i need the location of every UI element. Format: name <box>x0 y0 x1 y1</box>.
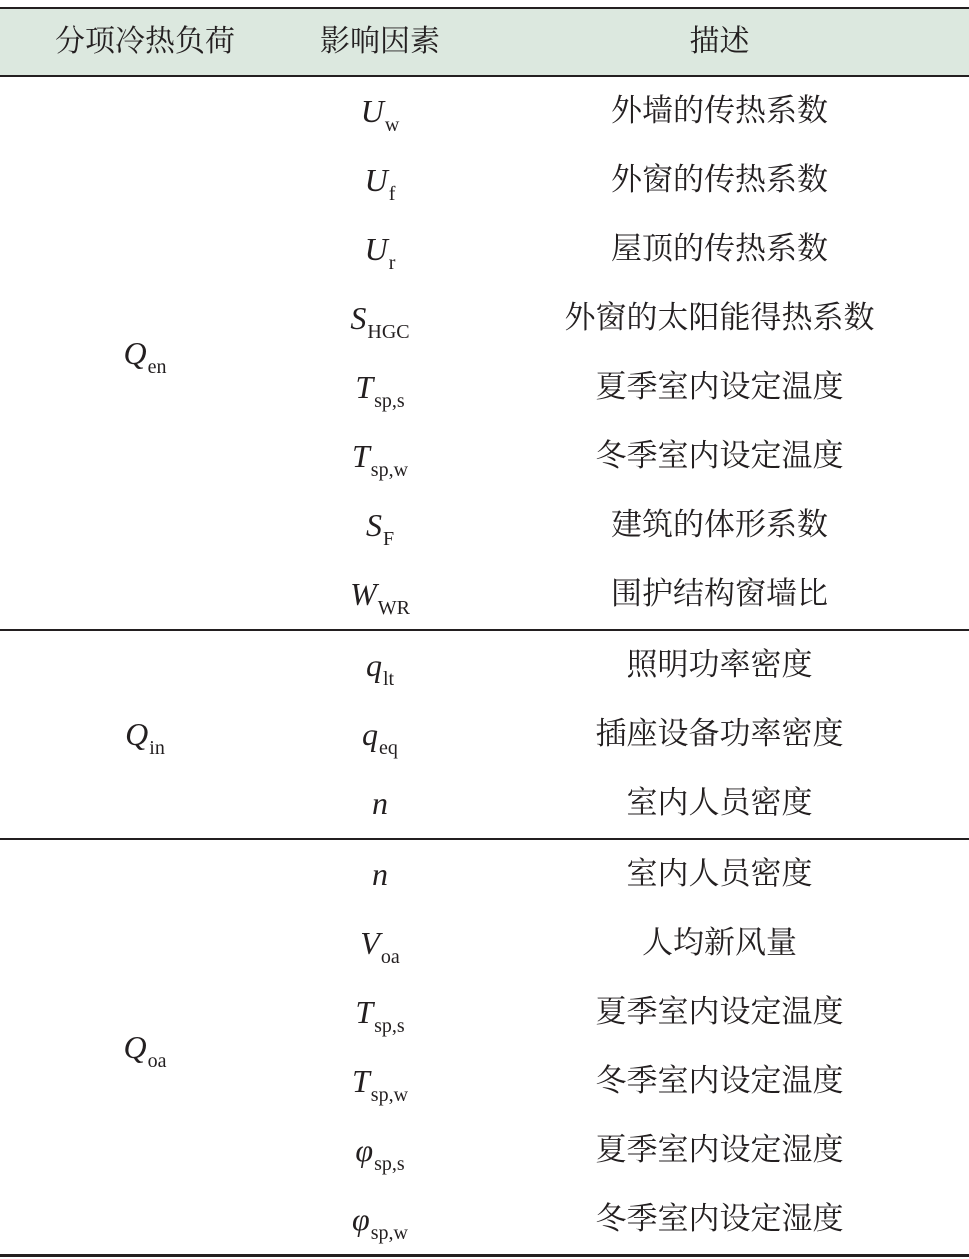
description-cell: 屋顶的传热系数 <box>611 231 828 267</box>
header-description-column: 描述 <box>689 24 750 59</box>
load-symbol: Q <box>125 716 149 752</box>
factor-subscript: eq <box>379 737 398 759</box>
factor-symbol: n <box>372 785 388 821</box>
factor-symbol: V <box>360 925 380 961</box>
load-cell <box>0 840 290 1254</box>
factor-subscript: sp,s <box>374 1015 405 1037</box>
factor-symbol: T <box>351 438 370 474</box>
factor-cell <box>290 631 470 700</box>
factor-cell <box>290 353 470 422</box>
factor-cell <box>290 1185 470 1254</box>
description-cell: 冬季室内设定湿度 <box>595 1201 844 1237</box>
load-subscript: in <box>149 737 165 759</box>
description-cell: 室内人员密度 <box>626 785 813 821</box>
factor-cell <box>290 700 470 769</box>
factor-cell <box>290 77 470 146</box>
factor-subscript: sp,w <box>370 459 409 481</box>
factor-symbol: q <box>365 647 382 683</box>
factor-subscript: sp,s <box>374 390 405 412</box>
description-cell: 夏季室内设定温度 <box>595 994 844 1030</box>
table-bottom-rule <box>0 1254 969 1257</box>
factor-symbol: U <box>364 231 388 267</box>
description-cell: 冬季室内设定温度 <box>595 1063 844 1099</box>
factor-symbol: S <box>350 300 367 336</box>
factor-subscript: r <box>388 252 396 274</box>
description-cell: 夏季室内设定湿度 <box>595 1132 844 1168</box>
factor-subscript: oa <box>380 946 400 968</box>
header-factor-column: 影响因素 <box>320 24 440 59</box>
description-cell: 外墙的传热系数 <box>611 93 828 129</box>
factor-symbol: S <box>365 507 382 543</box>
factor-cell <box>290 978 470 1047</box>
factor-symbol: U <box>360 93 384 129</box>
description-cell: 建筑的体形系数 <box>611 507 828 543</box>
factor-cell <box>290 146 470 215</box>
factor-symbol: φ <box>352 1201 370 1237</box>
load-subscript: en <box>147 356 167 378</box>
factor-cell <box>290 560 470 629</box>
factor-subscript: sp,w <box>370 1084 409 1106</box>
factor-cell <box>290 909 470 978</box>
factor-symbol: n <box>372 856 388 892</box>
factor-cell <box>290 840 470 909</box>
factor-subscript: HGC <box>367 321 410 343</box>
description-cell: 围护结构窗墙比 <box>611 576 828 612</box>
description-cell: 冬季室内设定温度 <box>595 438 844 474</box>
description-cell: 室内人员密度 <box>626 856 813 892</box>
factor-symbol: T <box>351 1063 370 1099</box>
factor-subscript: lt <box>382 668 395 690</box>
description-cell: 外窗的太阳能得热系数 <box>564 300 875 336</box>
load-subscript: oa <box>147 1050 167 1072</box>
factor-subscript: sp,s <box>374 1153 405 1175</box>
description-cell: 照明功率密度 <box>626 647 813 683</box>
load-cell <box>0 77 290 629</box>
factor-cell <box>290 1047 470 1116</box>
factor-symbol: W <box>350 576 377 612</box>
factor-cell <box>290 491 470 560</box>
factor-symbol: T <box>355 994 374 1030</box>
load-cell <box>0 631 290 838</box>
factor-symbol: φ <box>355 1132 374 1168</box>
factor-symbol: T <box>355 369 374 405</box>
factor-cell <box>290 215 470 284</box>
factor-cell <box>290 1116 470 1185</box>
factor-subscript: sp,w <box>370 1222 408 1244</box>
factor-subscript: WR <box>377 597 410 619</box>
description-cell: 插座设备功率密度 <box>595 716 844 752</box>
description-cell: 人均新风量 <box>642 925 797 961</box>
factor-symbol: q <box>362 716 379 752</box>
factor-symbol: U <box>364 162 388 198</box>
factor-subscript: f <box>388 183 396 205</box>
factor-subscript: F <box>382 528 395 550</box>
load-symbol: Q <box>123 1029 147 1065</box>
factor-cell <box>290 769 470 838</box>
description-cell: 外窗的传热系数 <box>611 162 828 198</box>
factor-subscript: w <box>384 114 400 136</box>
header-load-column: 分项冷热负荷 <box>55 24 235 59</box>
load-symbol: Q <box>123 335 147 371</box>
factor-cell <box>290 422 470 491</box>
description-cell: 夏季室内设定温度 <box>595 369 844 405</box>
factor-cell <box>290 284 470 353</box>
